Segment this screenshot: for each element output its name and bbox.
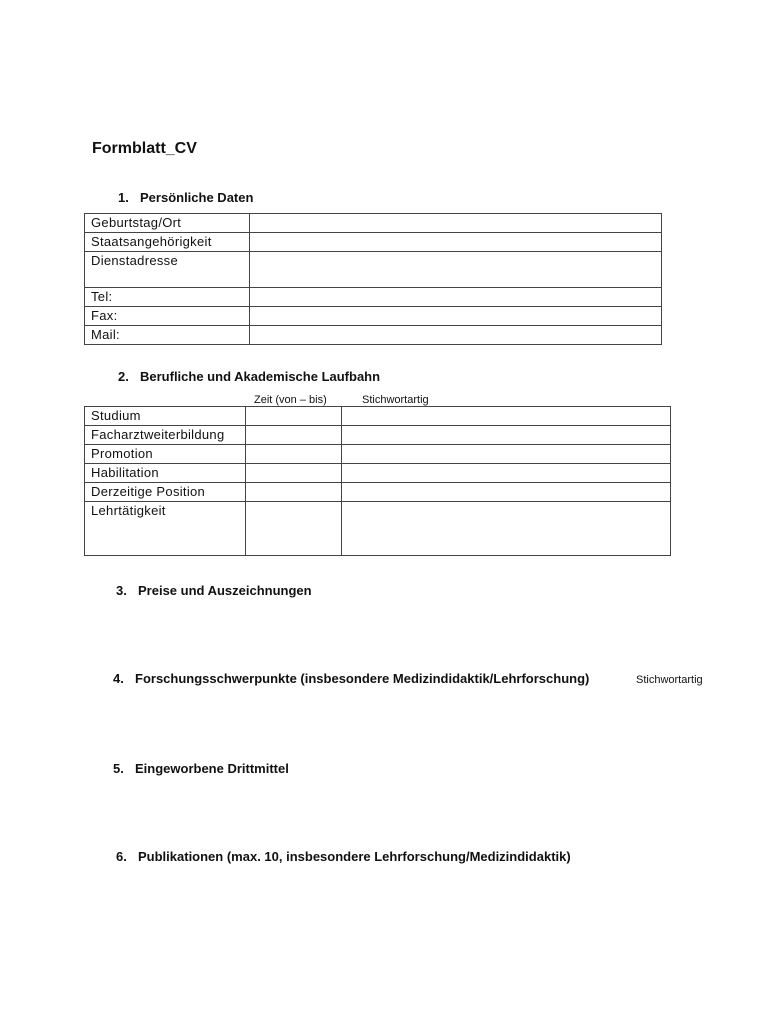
table-row [85, 407, 671, 426]
time-field[interactable] [246, 445, 342, 464]
fax-field[interactable] [250, 307, 662, 326]
section-6-number: 6. [116, 849, 127, 864]
birthdate-place-field[interactable] [250, 214, 662, 233]
row-label: Promotion [85, 445, 246, 464]
table-row [85, 445, 671, 464]
time-field[interactable] [246, 407, 342, 426]
row-label: Facharztweiterbildung [85, 426, 246, 445]
section-4-heading [113, 671, 589, 686]
table-row [85, 426, 671, 445]
row-label: Tel: [85, 288, 250, 307]
time-field[interactable] [246, 464, 342, 483]
row-label: Lehrtätigkeit [85, 502, 246, 556]
time-field[interactable] [246, 483, 342, 502]
section-3-heading [116, 583, 312, 598]
section-4-title: Forschungsschwerpunkte (insbesondere Medizindidaktik/Lehrforschung) [135, 671, 590, 686]
row-label: Studium [85, 407, 246, 426]
page-title: Formblatt_CV [92, 140, 197, 157]
table-row [85, 464, 671, 483]
nationality-field[interactable] [250, 233, 662, 252]
row-label: Habilitation [85, 464, 246, 483]
table-row [85, 502, 671, 556]
row-label: Geburtstag/Ort [85, 214, 250, 233]
notes-field[interactable] [342, 407, 671, 426]
notes-field[interactable] [342, 483, 671, 502]
phone-field[interactable] [250, 288, 662, 307]
time-field[interactable] [246, 426, 342, 445]
section-2-number: 2. [118, 369, 129, 384]
row-label: Fax: [85, 307, 250, 326]
notes-field[interactable] [342, 445, 671, 464]
section-2-heading [118, 369, 380, 384]
section-6-title: Publikationen (max. 10, insbesondere Lehrforschung/Medizindidaktik) [138, 849, 571, 864]
section-6-heading [116, 849, 571, 864]
time-field[interactable] [246, 502, 342, 556]
row-label: Derzeitige Position [85, 483, 246, 502]
notes-field[interactable] [342, 426, 671, 445]
section-1-title: Persönliche Daten [140, 190, 254, 205]
row-label: Staatsangehörigkeit [85, 233, 250, 252]
column-header-notes: Stichwortartig [362, 394, 429, 406]
office-address-field[interactable] [250, 252, 662, 288]
notes-field[interactable] [342, 502, 671, 556]
table-row [85, 326, 662, 345]
career-table [84, 406, 671, 556]
section-5-number: 5. [113, 761, 124, 776]
row-label: Mail: [85, 326, 250, 345]
section-5-heading [113, 761, 289, 776]
column-header-time: Zeit (von – bis) [254, 394, 327, 406]
section-4-note: Stichwortartig [636, 674, 703, 686]
table-row [85, 288, 662, 307]
table-row [85, 233, 662, 252]
section-3-number: 3. [116, 583, 127, 598]
notes-field[interactable] [342, 464, 671, 483]
section-1-number: 1. [118, 190, 129, 205]
mail-field[interactable] [250, 326, 662, 345]
row-label: Dienstadresse [85, 252, 250, 288]
section-2-title: Berufliche und Akademische Laufbahn [140, 369, 381, 384]
table-row [85, 252, 662, 288]
personal-data-table [84, 213, 662, 345]
section-5-title: Eingeworbene Drittmittel [135, 761, 289, 776]
section-4-number: 4. [113, 671, 124, 686]
table-row [85, 307, 662, 326]
section-3-title: Preise und Auszeichnungen [138, 583, 312, 598]
section-1-heading [118, 190, 253, 205]
table-row [85, 214, 662, 233]
table-row [85, 483, 671, 502]
